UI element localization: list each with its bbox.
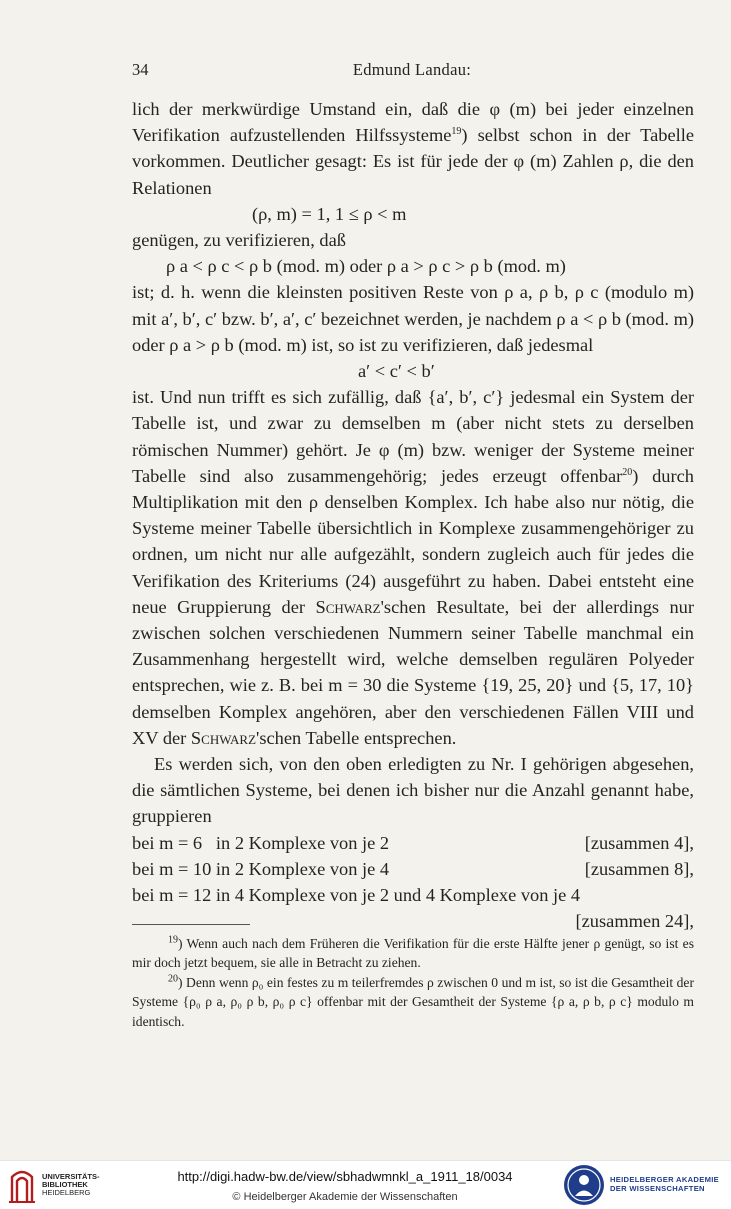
grouping-line: bei m = 6 in 2 Komplexe von je 2 [zusammen 4],	[132, 832, 694, 853]
footnote-divider	[132, 924, 250, 925]
page-header	[132, 60, 692, 84]
grouping-line: bei m = 10 in 2 Komplexe von je 4 [zusammen 8],	[132, 858, 694, 879]
paragraph-5: Es werden sich, von den oben erledigten zu Nr. I gehörigen abgesehen, die sämtlichen Systeme, bei denen ich bisher nur die Anzahl genannt habe, gruppieren	[132, 754, 694, 827]
paragraph-3: ist; d. h. wenn die kleinsten positiven Reste von ρ a, ρ b, ρ c (modulo m) mit a′, b′, c′ bzw. b′, a′, c′ bezeichnet werden, je nachdem ρ a < ρ b (mod. m) oder ρ a > ρ b (mod. m) ist, so ist zu verifizieren, daß jedesmal	[132, 282, 694, 355]
university-library-logo[interactable]	[6, 1165, 136, 1205]
paragraph-2: genügen, zu verifizieren, daß	[132, 230, 346, 251]
paragraph-4: ist. Und nun trifft es sich zufällig, daß {a′, b′, c′} jedesmal ein System der Tabelle ist, und zwar zu demselben m (aber nicht stets zu derselben römischen Nummer) gehört. Je φ (m) bzw. weniger der Systeme meiner Tabelle sind also zusammengehörig; jedes erzeugt offenbar$^{20}$) durch Multiplikation mit den ρ denselben Komplex. Ich habe also nur nötig, die Systeme meiner Tabelle übersichtlich in Komplexe zusammengehöriger zu ordnen, um nicht nur alle aufgezählt, sondern zugleich auch für jedes die Verifikation des Kriteriums (24) ausgeführt zu haben. Dabei entsteht eine neue Gruppierung der Schwarz'schen Resultate, bei der allerdings nur zwischen solchen verschiedenen Nummern seiner Tabelle manchmal ein Zusammenhang hergestellt wird, welche demselben regulären Polyeder entsprechen, wie z. B. bei m = 30 die Systeme {19, 25, 20} und {5, 17, 10} demselben Komplex angehören, aber den verschiedenen Fällen VIII und XV der Schwarz'schen Tabelle entsprechen.	[132, 387, 694, 748]
page-number: 34	[132, 60, 149, 79]
paragraph-1: lich der merkwürdige Umstand ein, daß die φ (m) bei jeder einzelnen Verifikation aufzustellenden Hilfssysteme$^{19}$) selbst schon in der Tabelle vorkommen. Deutlicher gesagt: Es ist für jede der φ (m) Zahlen ρ, die den Relationen	[132, 99, 695, 198]
footnotes	[132, 934, 694, 1031]
author-name-schwarz: Schwarz	[190, 727, 257, 748]
running-head: Edmund Landau:	[352, 60, 472, 79]
body-text	[132, 96, 694, 934]
footnote-19: $^{19}$) Wenn auch nach dem Früheren die Verifikation für die erste Hälfte jener ρ genügt, so ist es mir doch jetzt bequem, sie alle in Betracht zu ziehen.	[132, 934, 694, 971]
permalink-url[interactable]: http://digi.hadw-bw.de/view/sbhadwmnkl_a_1911_18/0034	[177, 1169, 513, 1184]
footer-band	[0, 1160, 731, 1209]
library-crest-icon	[6, 1165, 38, 1205]
footnote-ref-20[interactable]: 20	[622, 466, 633, 478]
grouping-line: bei m = 12 in 4 Komplexe von je 2 und 4 Komplexe von je 4	[132, 885, 581, 906]
author-name-schwarz: Schwarz	[315, 596, 381, 617]
copyright-notice: © Heidelberger Akademie der Wissenschaften	[232, 1191, 458, 1203]
formula-congruences: ρ a < ρ c < ρ b (mod. m) oder ρ a > ρ c > ρ b (mod. m)	[166, 256, 566, 277]
footnote-20: $^{20}$) Denn wenn ρ₀ ein festes zu m teilerfremdes ρ zwischen 0 und m ist, so ist die Gesamtheit der Systeme {ρ₀ ρ a, ρ₀ ρ b, ρ₀ ρ c} offenbar mit der Gesamtheit der Systeme {ρ a, ρ b, ρ c} modulo m identisch.	[132, 973, 694, 1029]
footnote-ref-19[interactable]: 19	[451, 126, 462, 138]
library-name: UNIVERSITÄTS- BIBLIOTHEK HEIDELBERG	[42, 1172, 100, 1198]
academy-name: HEIDELBERGER AKADEMIE DER WISSENSCHAFTEN	[610, 1175, 719, 1193]
academy-seal-icon	[562, 1163, 606, 1207]
formula-relations: (ρ, m) = 1, 1 ≤ ρ < m	[252, 203, 407, 224]
academy-logo[interactable]	[562, 1163, 727, 1207]
grouping-line: [zusammen 24],	[575, 911, 694, 932]
formula-inequality: a′ < c′ < b′	[358, 361, 435, 382]
